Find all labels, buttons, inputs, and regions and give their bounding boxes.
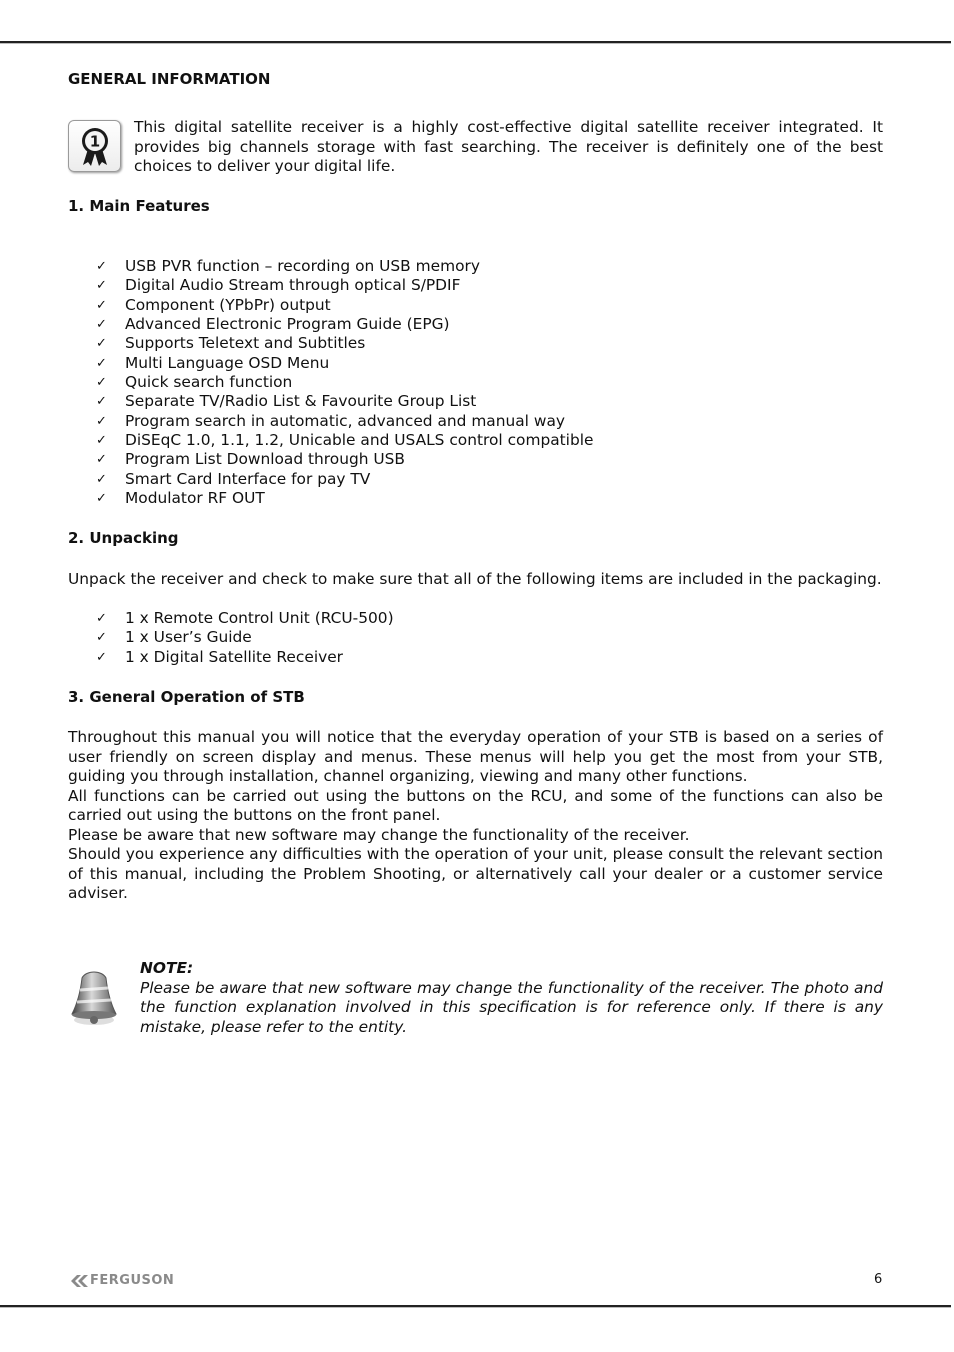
- note-block: [140, 959, 883, 1037]
- bell-icon: [68, 968, 126, 1030]
- list-item: ✓ USB PVR function – recording on USB memory: [96, 257, 480, 275]
- checkmark-icon: ✓: [96, 278, 107, 294]
- list-item: ✓ Modulator RF OUT: [96, 489, 265, 508]
- operation-paragraph: Should you experience any difficulties with the operation of your unit, please consult the relevant section of this manual, including the Problem Shooting, or alternatively call your dealer or a customer service adviser.: [68, 845, 883, 902]
- checkmark-icon: ✓: [96, 375, 107, 391]
- list-item: ✓ Quick search function: [96, 373, 293, 392]
- unpacking-heading: 2. Unpacking: [68, 529, 179, 547]
- list-item: ✓ DiSEqC 1.0, 1.1, 1.2, Unicable and USALS control compatible: [96, 431, 594, 450]
- list-item: ✓ Supports Teletext and Subtitles: [96, 334, 366, 353]
- checkmark-icon: ✓: [96, 630, 107, 646]
- features-list: [96, 257, 593, 508]
- list-item: ✓ Smart Card Interface for pay TV: [96, 469, 371, 488]
- checkmark-icon: ✓: [96, 452, 107, 468]
- checkmark-icon: ✓: [96, 297, 107, 313]
- list-item: ✓ Advanced Electronic Program Guide (EPG): [96, 315, 450, 334]
- operation-paragraph: All functions can be carried out using the buttons on the RCU, and some of the functions can also be carried out using the buttons on the front panel.: [68, 786, 883, 824]
- checkmark-icon: ✓: [96, 649, 107, 665]
- list-item: ✓ Program search in automatic, advanced and manual way: [96, 411, 565, 430]
- features-heading: 1. Main Features: [68, 197, 210, 215]
- top-rule: [0, 41, 951, 43]
- checkmark-icon: ✓: [96, 355, 107, 371]
- bottom-rule: [0, 1305, 951, 1307]
- checkmark-icon: ✓: [96, 336, 107, 352]
- operation-body: [68, 728, 883, 904]
- operation-paragraph: Please be aware that new software may change the functionality of the receiver.: [68, 825, 690, 844]
- list-item: ✓ Separate TV/Radio List & Favourite Group List: [96, 392, 477, 411]
- award-ribbon-icon: [68, 120, 121, 172]
- list-item: ✓ Multi Language OSD Menu: [96, 353, 330, 372]
- checkmark-icon: ✓: [96, 413, 107, 429]
- checkmark-icon: ✓: [96, 317, 107, 333]
- list-item: ✓ Component (YPbPr) output: [96, 295, 331, 314]
- operation-heading: 3. General Operation of STB: [68, 688, 305, 706]
- checkmark-icon: ✓: [96, 611, 107, 626]
- list-item: ✓ Program List Download through USB: [96, 450, 405, 469]
- unpacking-list: [96, 609, 394, 667]
- checkmark-icon: ✓: [96, 471, 107, 487]
- ferguson-logo-icon: [70, 1274, 88, 1288]
- svg-text:1: 1: [89, 132, 100, 151]
- logo-text: FERGUSON: [90, 1273, 175, 1288]
- note-title: NOTE:: [140, 959, 194, 977]
- checkmark-icon: ✓: [96, 259, 107, 274]
- intro-paragraph: This digital satellite receiver is a highly cost-effective digital satellite receiver integrated. It provides big channels storage with fast searching. The receiver is definitely one of the best choices to deliver your digital life.: [134, 118, 883, 175]
- unpacking-paragraph: Unpack the receiver and check to make sure that all of the following items are included in the packaging.: [68, 570, 882, 588]
- note-text: Please be aware that new software may change the functionality of the receiver. The photo and the function explanation involved in this specification is for reference only. If there is any mistake, please refer to the entity.: [140, 978, 883, 1036]
- checkmark-icon: ✓: [96, 433, 107, 449]
- list-item: ✓ 1 x Digital Satellite Receiver: [96, 647, 344, 666]
- checkmark-icon: ✓: [96, 394, 107, 410]
- operation-paragraph: Throughout this manual you will notice that the everyday operation of your STB is based on a series of user friendly on screen display and menus. These menus will help you get the most from your STB, guiding you through installation, channel organizing, viewing and many other functions.: [68, 728, 883, 785]
- list-item: ✓ 1 x User’s Guide: [96, 628, 252, 647]
- page-number: 6: [874, 1272, 883, 1287]
- checkmark-icon: ✓: [96, 491, 107, 507]
- footer-logo: [70, 1273, 174, 1288]
- list-item: ✓ Digital Audio Stream through optical S/PDIF: [96, 276, 461, 295]
- page-title: GENERAL INFORMATION: [68, 70, 271, 88]
- list-item: ✓ 1 x Remote Control Unit (RCU-500): [96, 609, 394, 627]
